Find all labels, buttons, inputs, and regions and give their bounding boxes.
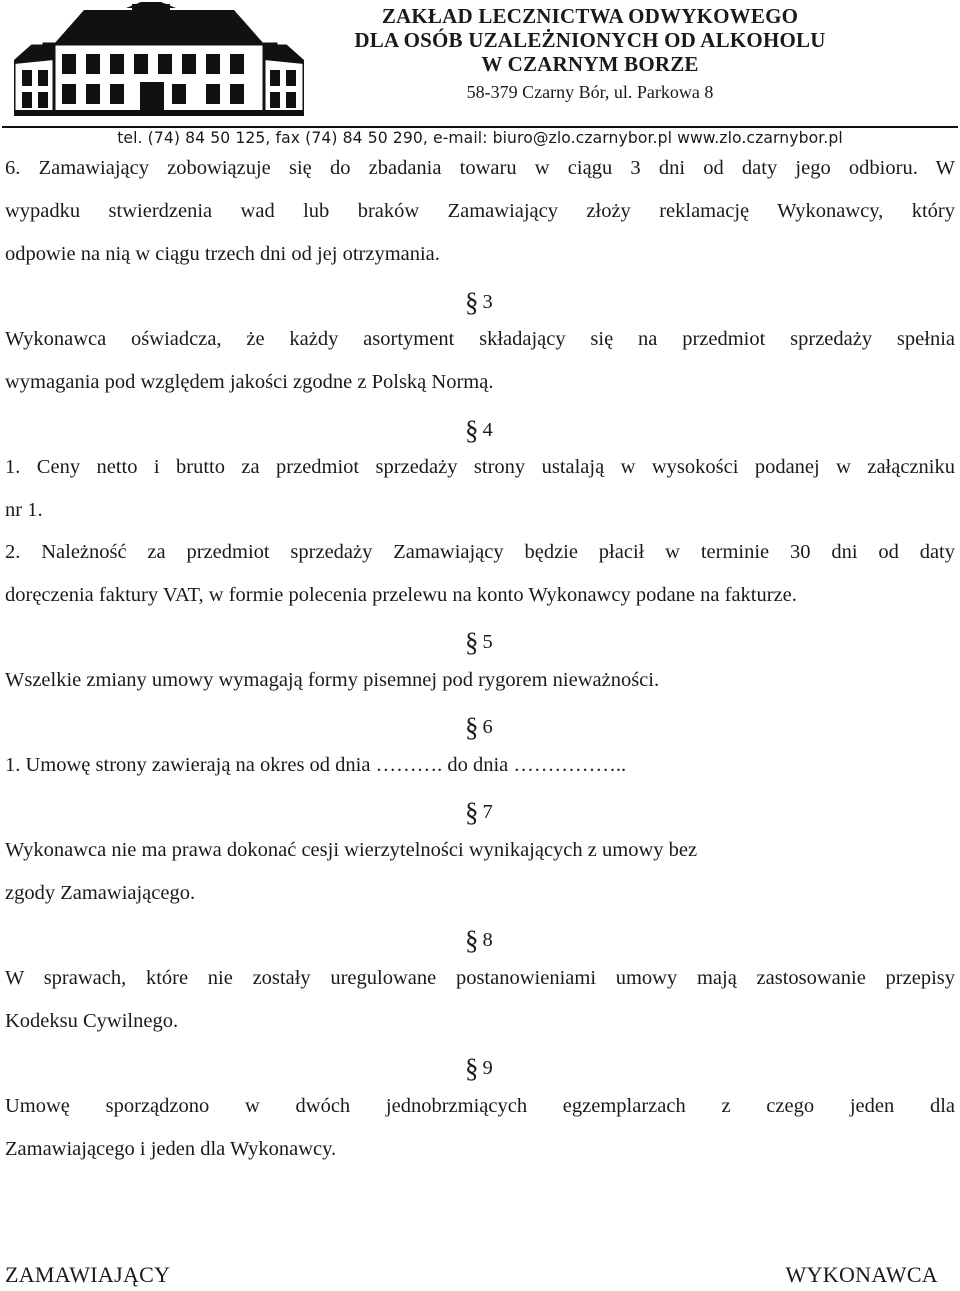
section-9-line1: Umowę sporządzono w dwóch jednobrzmiących egzemplarzach z czego jeden dla — [5, 1095, 955, 1117]
section-symbol: § — [465, 712, 479, 742]
paragraph-6-line3: odpowie na nią w ciągu trzech dni od jej otrzymania. — [5, 243, 440, 265]
section-4-item2-line2: doręczenia faktury VAT, w formie polecenia przelewu na konto Wykonawcy podane na fakturze. — [5, 584, 797, 606]
institution-name-line1: ZAKŁAD LECZNICTWA ODWYKOWEGO — [381, 4, 799, 28]
header-divider — [2, 126, 958, 128]
section-4-item1-line2: nr 1. — [5, 499, 43, 521]
section-symbol: § — [465, 287, 479, 317]
signature-ordering-party: ZAMAWIAJĄCY — [5, 1262, 171, 1287]
section-3-line1: Wykonawca oświadcza, że każdy asortyment składający się na przedmiot sprzedaży spełnia — [5, 328, 955, 350]
section-symbol: § — [465, 1053, 479, 1083]
section-symbol: § — [465, 415, 479, 445]
section-heading-9: § 9 — [465, 1053, 493, 1083]
section-heading-7: § 7 — [465, 797, 493, 827]
section-3-line2: wymagania pod względem jakości zgodne z Polską Normą. — [5, 371, 494, 393]
section-5-line1: Wszelkie zmiany umowy wymagają formy pisemnej pod rygorem nieważności. — [5, 669, 660, 691]
institution-header — [330, 4, 850, 103]
section-7-line1: Wykonawca nie ma prawa dokonać cesji wierzytelności wynikających z umowy bez — [5, 839, 698, 861]
section-7-line2: zgody Zamawiającego. — [5, 882, 196, 904]
contact-line: tel. (74) 84 50 125, fax (74) 84 50 290, e-mail: biuro@zlo.czarnybor.pl www.zlo.czarnybor.pl — [117, 129, 843, 147]
section-heading-4: § 4 — [465, 415, 493, 445]
institution-address: 58-379 Czarny Bór, ul. Parkowa 8 — [466, 82, 714, 102]
section-9-line2: Zamawiającego i jeden dla Wykonawcy. — [5, 1138, 337, 1160]
signature-contractor: WYKONAWCA — [785, 1262, 938, 1287]
section-4-item1-line1: 1. Ceny netto i brutto za przedmiot sprzedaży strony ustalają w wysokości podanej w załączniku — [5, 456, 955, 478]
section-heading-6: § 6 — [465, 712, 493, 742]
section-symbol: § — [465, 797, 479, 827]
section-symbol: § — [465, 627, 479, 657]
section-heading-8: § 8 — [465, 925, 493, 955]
section-heading-5: § 5 — [465, 627, 493, 657]
building-logo-icon — [14, 2, 304, 122]
section-4-item2-line1: 2. Należność za przedmiot sprzedaży Zamawiający będzie płacił w terminie 30 dni od daty — [5, 541, 955, 563]
section-symbol: § — [465, 925, 479, 955]
section-8-line1: W sprawach, które nie zostały uregulowane postanowieniami umowy mają zastosowanie przepisy — [5, 967, 955, 989]
section-heading-3: § 3 — [465, 287, 493, 317]
institution-name-line3: W CZARNYM BORZE — [481, 52, 699, 76]
section-6-line1: 1. Umowę strony zawierają na okres od dnia ………. do dnia …………….. — [5, 754, 627, 776]
paragraph-6-line1: 6. Zamawiający zobowiązuje się do zbadania towaru w ciągu 3 dni od daty jego odbioru. W — [5, 157, 955, 179]
section-8-line2: Kodeksu Cywilnego. — [5, 1010, 179, 1032]
institution-name-line2: DLA OSÓB UZALEŻNIONYCH OD ALKOHOLU — [354, 28, 826, 52]
paragraph-6-line2: wypadku stwierdzenia wad lub braków Zamawiający złoży reklamację Wykonawcy, który — [5, 200, 955, 222]
